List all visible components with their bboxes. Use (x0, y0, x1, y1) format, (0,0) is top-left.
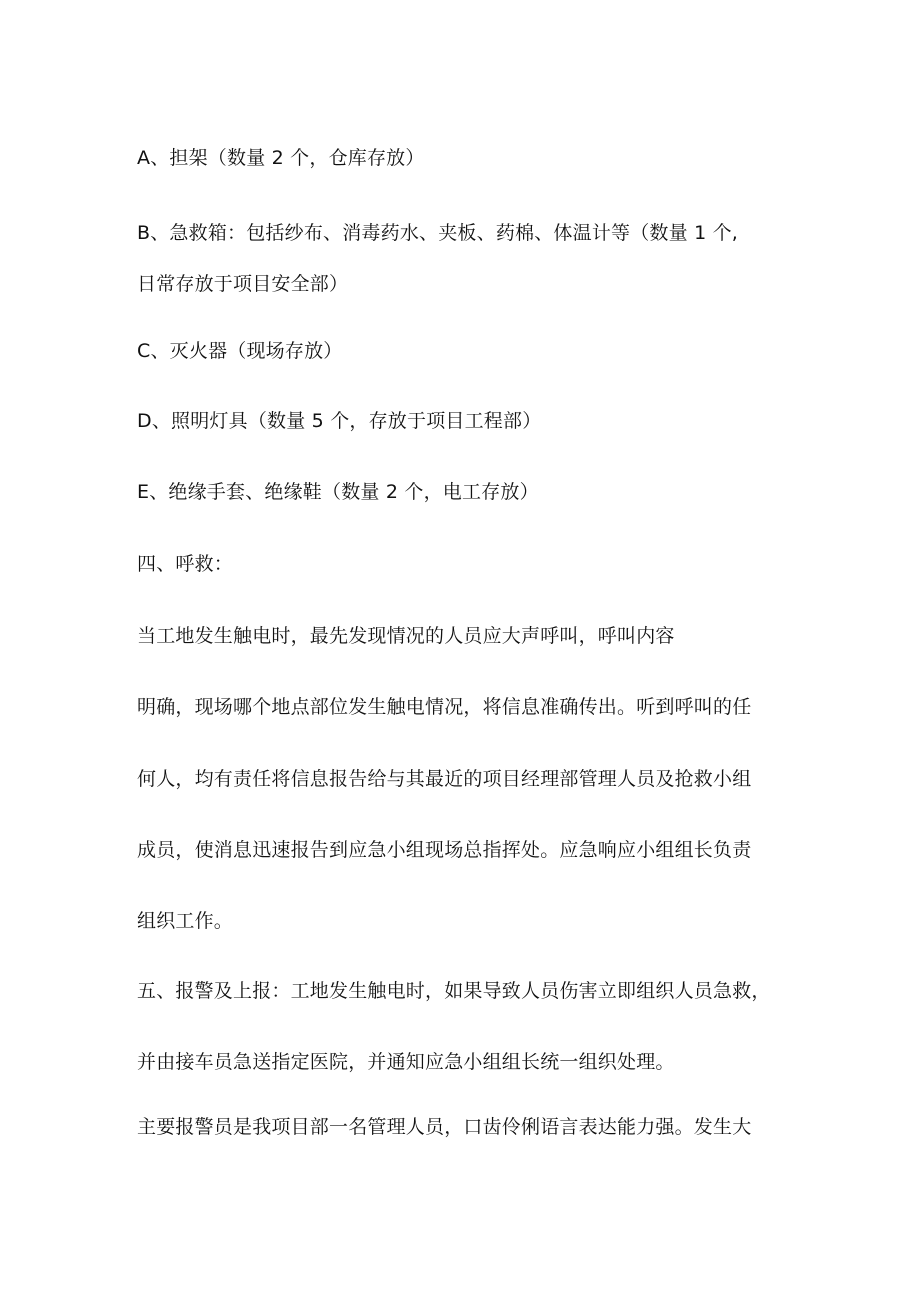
section-four-heading: 四、呼救： (137, 553, 234, 575)
item-b-first-aid-kit-continued: 日常存放于项目安全部） (137, 273, 349, 295)
item-e-insulation-gear: E、绝缘手套、绝缘鞋（数量 2 个，电工存放） (137, 481, 539, 503)
paragraph-line: 组织工作。 (137, 910, 234, 932)
paragraph-line: 成员，使消息迅速报告到应急小组现场总指挥处。应急响应小组组长负责 (137, 839, 752, 861)
paragraph-line: 主要报警员是我项目部一名管理人员，口齿伶俐语言表达能力强。发生大 (137, 1116, 752, 1138)
item-b-first-aid-kit: B、急救箱：包括纱布、消毒药水、夹板、药棉、体温计等（数量 1 个, (137, 222, 739, 244)
item-d-lighting: D、照明灯具（数量 5 个，存放于项目工程部） (137, 410, 542, 432)
item-a-stretcher: A、担架（数量 2 个，仓库存放） (137, 147, 425, 169)
paragraph-line: 当工地发生触电时，最先发现情况的人员应大声呼叫，呼叫内容 (137, 625, 675, 647)
section-five-paragraph: 五、报警及上报：工地发生触电时，如果导致人员伤害立即组织人员急救， (137, 980, 771, 1002)
paragraph-line: 何人，均有责任将信息报告给与其最近的项目经理部管理人员及抢救小组 (137, 768, 752, 790)
paragraph-line: 并由接车员急送指定医院，并通知应急小组组长统一组织处理。 (137, 1051, 675, 1073)
item-c-fire-extinguisher: C、灭火器（现场存放） (137, 340, 343, 362)
paragraph-line: 明确，现场哪个地点部位发生触电情况，将信息准确传出。听到呼叫的任 (137, 696, 752, 718)
